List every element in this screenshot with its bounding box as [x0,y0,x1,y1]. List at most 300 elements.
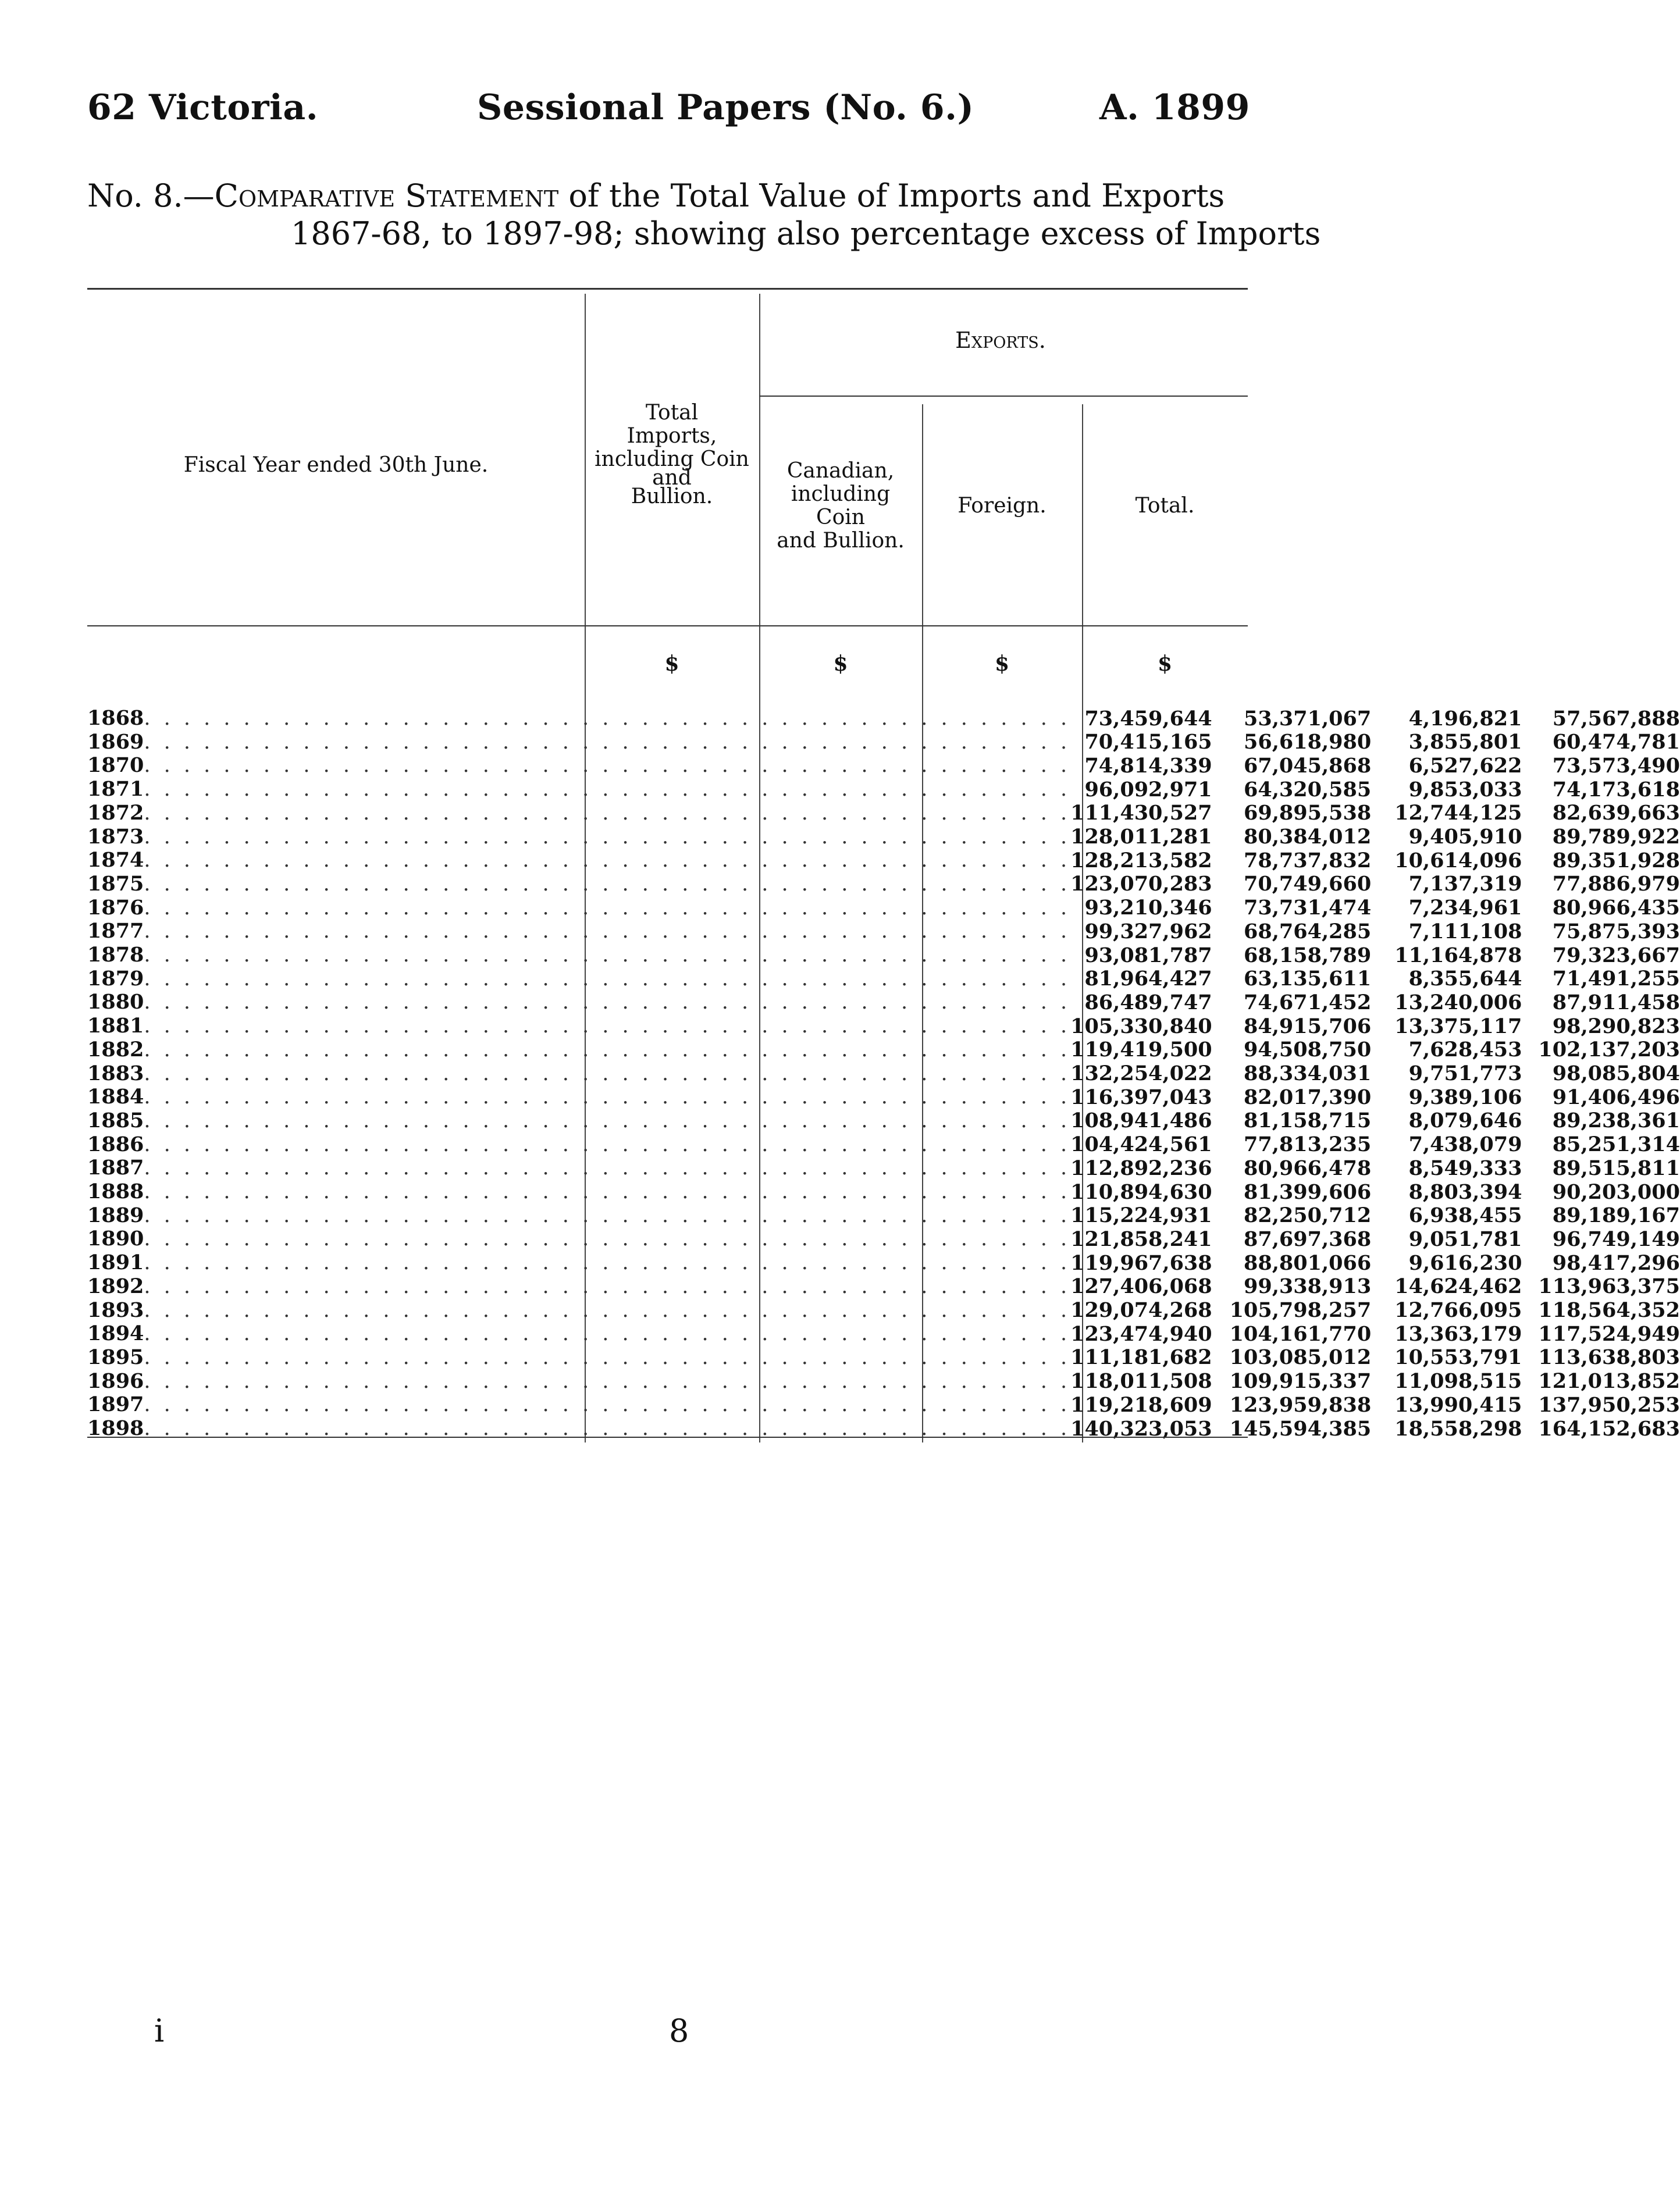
imports-cell [1070,1393,1230,1417]
table-row [87,1062,1680,1086]
foreign-exports-cell [1394,1014,1538,1038]
table-row [87,754,1680,778]
canadian-exports-cell-value: 103,085,012 [1229,1345,1372,1370]
canadian-exports-cell-value: 82,250,712 [1244,1203,1372,1228]
foreign-exports-cell-value: 7,137,319 [1408,872,1522,896]
imports-cell-value: 108,941,486 [1070,1109,1212,1133]
imports-cell [1070,872,1230,896]
total-exports-cell [1538,1085,1680,1109]
foreign-exports-cell-value: 7,111,108 [1408,919,1522,943]
table-row [87,1014,1680,1038]
leader-dots: . . . . . . . . . . . . . . . . . . . . . . . . . . . . . . . . . . . . . . . . . . . . . . . [144,991,1071,1014]
title-rest: of the Total Value of Imports and Exports [558,177,1225,214]
year-cell-value: 1894 [87,1322,144,1346]
leader-dots: . . . . . . . . . . . . . . . . . . . . . . . . . . . . . . . . . . . . . . . . . . . . . . . [144,801,1071,825]
table-row [87,1393,1680,1417]
total-exports-cell-value: 71,491,255 [1552,967,1680,991]
total-exports-cell-value: 80,966,435 [1552,896,1680,920]
foreign-exports-cell-value: 6,938,455 [1408,1203,1522,1228]
canadian-exports-cell-value: 64,320,585 [1244,777,1372,802]
year-cell [87,707,1070,731]
imports-cell-value: 123,070,283 [1070,872,1212,896]
year-cell [87,1251,1070,1275]
foreign-header: Foreign. [958,494,1047,518]
imports-cell-value: 70,415,165 [1084,730,1212,754]
total-exports-cell [1538,849,1680,872]
table-row [87,1133,1680,1157]
imports-header-line: Imports, [627,424,717,448]
imports-cell [1070,1062,1230,1086]
year-cell [87,1014,1070,1038]
imports-cell-value: 96,092,971 [1084,777,1212,802]
imports-cell [1070,1322,1230,1346]
canadian-exports-cell [1230,1275,1395,1299]
canadian-exports-cell [1230,1204,1395,1228]
canadian-exports-cell [1230,1370,1395,1394]
canadian-exports-cell-value: 105,798,257 [1229,1298,1372,1323]
foreign-exports-cell [1394,991,1538,1014]
total-exports-cell [1538,1062,1680,1086]
total-exports-cell-value: 113,638,803 [1538,1345,1680,1370]
year-cell [87,1322,1070,1346]
total-exports-cell [1538,920,1680,943]
foreign-exports-cell-value: 8,355,644 [1408,967,1522,991]
canadian-exports-cell [1230,1227,1395,1251]
imports-cell [1070,1014,1230,1038]
table-row [87,1204,1680,1228]
year-cell [87,778,1070,802]
foreign-exports-cell-value: 9,853,033 [1408,777,1522,802]
canadian-exports-cell-value: 123,959,838 [1229,1392,1372,1417]
canadian-exports-cell [1230,1038,1395,1062]
canadian-exports-cell-value: 74,671,452 [1244,990,1372,1014]
canadian-exports-cell [1230,1393,1395,1417]
currency-foreign: $ [994,651,1010,676]
foreign-exports-cell [1394,825,1538,849]
canadian-exports-cell [1230,849,1395,872]
imports-header-line: Bullion. [631,485,713,508]
year-cell [87,967,1070,991]
imports-cell-value: 81,964,427 [1084,967,1212,991]
total-exports-cell-value: 79,323,667 [1552,943,1680,967]
year-cell-value: 1896 [87,1369,144,1393]
canadian-exports-cell [1230,1085,1395,1109]
leader-dots: . . . . . . . . . . . . . . . . . . . . . . . . . . . . . . . . . . . . . . . . . . . . . . . [144,1180,1071,1204]
table-row [87,967,1680,991]
imports-cell [1070,754,1230,778]
foreign-exports-cell [1394,778,1538,802]
canadian-exports-cell [1230,920,1395,943]
year-cell-value: 1883 [87,1061,144,1085]
imports-cell [1070,1085,1230,1109]
foreign-exports-cell [1394,754,1538,778]
leader-dots: . . . . . . . . . . . . . . . . . . . . . . . . . . . . . . . . . . . . . . . . . . . . . . . [144,872,1071,896]
foreign-exports-cell-value: 9,389,106 [1408,1085,1522,1109]
year-cell-value: 1887 [87,1156,144,1180]
imports-header-line: and [652,466,692,490]
leader-dots: . . . . . . . . . . . . . . . . . . . . . . . . . . . . . . . . . . . . . . . . . . . . . . . [144,1156,1071,1180]
running-header-center: Sessional Papers (No. 6.) [477,87,974,128]
total-exports-cell-value: 113,963,375 [1538,1274,1680,1299]
foreign-exports-cell [1394,1322,1538,1346]
foreign-exports-cell-value: 4,196,821 [1408,706,1522,731]
foreign-exports-cell-value: 6,527,622 [1408,753,1522,778]
year-cell-value: 1891 [87,1251,144,1275]
leader-dots: . . . . . . . . . . . . . . . . . . . . . . . . . . . . . . . . . . . . . . . . . . . . . . . [144,1369,1071,1393]
foreign-exports-cell-value: 7,438,079 [1408,1132,1522,1157]
year-cell-value: 1888 [87,1180,144,1204]
leader-dots: . . . . . . . . . . . . . . . . . . . . . . . . . . . . . . . . . . . . . . . . . . . . . . . [144,1014,1071,1038]
canadian-exports-cell-value: 88,334,031 [1244,1062,1372,1086]
canadian-exports-cell-value: 145,594,385 [1229,1416,1372,1441]
canadian-exports-cell [1230,1133,1395,1157]
total-exports-cell [1538,1322,1680,1346]
foreign-exports-cell [1394,1204,1538,1228]
currency-total: $ [1157,651,1173,676]
foreign-exports-cell [1394,1346,1538,1370]
year-cell [87,731,1070,754]
canadian-exports-cell [1230,1251,1395,1275]
foreign-exports-cell [1394,967,1538,991]
total-exports-cell [1538,991,1680,1014]
canadian-exports-cell [1230,896,1395,920]
canadian-exports-cell [1230,1156,1395,1180]
table-row [87,731,1680,754]
leader-dots: . . . . . . . . . . . . . . . . . . . . . . . . . . . . . . . . . . . . . . . . . . . . . . . [144,1298,1071,1322]
total-exports-cell-value: 82,639,663 [1552,801,1680,825]
foreign-exports-cell-value: 3,855,801 [1408,730,1522,754]
exports-group-header: Exports. [955,327,1046,353]
foreign-exports-cell-value: 7,628,453 [1408,1038,1522,1062]
total-exports-cell [1538,1393,1680,1417]
foreign-exports-cell [1394,1156,1538,1180]
canadian-header-line: Coin [816,505,865,529]
table-row [87,849,1680,872]
year-cell-value: 1889 [87,1203,144,1227]
table-row [87,802,1680,825]
year-cell [87,991,1070,1014]
table-row [87,1275,1680,1299]
total-exports-cell [1538,1370,1680,1394]
imports-cell [1070,1109,1230,1133]
imports-cell [1070,849,1230,872]
canadian-exports-cell-value: 94,508,750 [1244,1038,1372,1062]
imports-cell [1070,778,1230,802]
canadian-exports-cell-value: 88,801,066 [1244,1251,1372,1275]
imports-cell-value: 104,424,561 [1070,1132,1212,1157]
canadian-exports-cell [1230,967,1395,991]
total-exports-cell-value: 89,189,167 [1552,1203,1680,1228]
foreign-exports-cell-value: 11,164,878 [1394,943,1522,967]
leader-dots: . . . . . . . . . . . . . . . . . . . . . . . . . . . . . . . . . . . . . . . . . . . . . . . [144,1109,1071,1132]
table-row [87,1038,1680,1062]
year-cell-value: 1875 [87,871,144,896]
canadian-exports-cell-value: 80,384,012 [1244,825,1372,849]
bottom-rule [87,1437,1248,1438]
total-exports-cell-value: 164,152,683 [1538,1416,1680,1441]
canadian-exports-cell-value: 73,731,474 [1244,896,1372,920]
imports-cell-value: 132,254,022 [1070,1062,1212,1086]
year-cell [87,1062,1070,1086]
imports-cell [1070,1251,1230,1275]
leader-dots: . . . . . . . . . . . . . . . . . . . . . . . . . . . . . . . . . . . . . . . . . . . . . . . [144,1393,1071,1417]
leader-dots: . . . . . . . . . . . . . . . . . . . . . . . . . . . . . . . . . . . . . . . . . . . . . . . [144,849,1071,872]
canadian-exports-cell-value: 84,915,706 [1244,1014,1372,1038]
foreign-exports-cell [1394,1275,1538,1299]
year-cell [87,896,1070,920]
total-exports-cell [1538,896,1680,920]
canadian-exports-cell-value: 80,966,478 [1244,1156,1372,1180]
imports-cell [1070,1133,1230,1157]
year-cell-value: 1873 [87,824,144,849]
total-exports-cell [1538,1204,1680,1228]
foreign-exports-cell-value: 7,234,961 [1408,896,1522,920]
year-cell-value: 1878 [87,943,144,967]
total-exports-cell-value: 75,875,393 [1552,919,1680,943]
table-title-line2: 1867-68, to 1897-98; showing also percentage excess of Imports [291,215,1321,252]
total-exports-cell-value: 90,203,000 [1552,1180,1680,1204]
foreign-exports-cell [1394,1227,1538,1251]
imports-cell-value: 110,894,630 [1070,1180,1212,1204]
canadian-exports-cell-value: 53,371,067 [1244,706,1372,731]
year-cell-value: 1877 [87,919,144,943]
table-row [87,1370,1680,1394]
canadian-header [759,460,922,553]
imports-cell [1070,920,1230,943]
year-cell [87,943,1070,967]
table-row [87,1346,1680,1370]
canadian-exports-cell-value: 56,618,980 [1244,730,1372,754]
imports-cell [1070,1346,1230,1370]
leader-dots: . . . . . . . . . . . . . . . . . . . . . . . . . . . . . . . . . . . . . . . . . . . . . . . [144,1203,1071,1227]
year-cell [87,754,1070,778]
total-exports-cell [1538,778,1680,802]
leader-dots: . . . . . . . . . . . . . . . . . . . . . . . . . . . . . . . . . . . . . . . . . . . . . . . [144,730,1071,754]
table-row [87,920,1680,943]
imports-cell-value: 121,858,241 [1070,1227,1212,1251]
year-cell-value: 1892 [87,1274,144,1298]
canadian-exports-cell [1230,1299,1395,1323]
foreign-exports-cell-value: 13,990,415 [1394,1392,1522,1417]
imports-cell-value: 128,213,582 [1070,848,1212,872]
canadian-exports-cell-value: 81,158,715 [1244,1109,1372,1133]
year-cell [87,1346,1070,1370]
year-cell [87,1393,1070,1417]
total-exports-cell [1538,1109,1680,1133]
imports-cell-value: 86,489,747 [1084,990,1212,1014]
imports-cell-value: 93,081,787 [1084,943,1212,967]
total-exports-cell-value: 89,515,811 [1552,1156,1680,1180]
foreign-exports-cell-value: 9,751,773 [1408,1062,1522,1086]
total-exports-cell-value: 98,085,804 [1552,1062,1680,1086]
total-exports-cell [1538,1227,1680,1251]
year-cell-value: 1885 [87,1108,144,1132]
total-exports-cell [1538,1180,1680,1204]
title-caps: Comparative Statement [214,177,559,214]
total-exports-cell-value: 91,406,496 [1552,1085,1680,1109]
canadian-exports-cell-value: 99,338,913 [1244,1274,1372,1299]
imports-cell [1070,991,1230,1014]
imports-cell-value: 128,011,281 [1070,825,1212,849]
foreign-exports-cell [1394,1251,1538,1275]
canadian-exports-cell [1230,1180,1395,1204]
canadian-header-line: Canadian, [786,459,895,483]
table-title-line1 [87,177,1225,215]
page-number: 8 [669,2013,689,2049]
leader-dots: . . . . . . . . . . . . . . . . . . . . . . . . . . . . . . . . . . . . . . . . . . . . . . . [144,943,1071,967]
leader-dots: . . . . . . . . . . . . . . . . . . . . . . . . . . . . . . . . . . . . . . . . . . . . . . . [144,920,1071,943]
imports-cell-value: 123,474,940 [1070,1322,1212,1346]
table-row [87,1109,1680,1133]
year-cell-value: 1874 [87,848,144,872]
canadian-exports-cell [1230,1417,1395,1441]
foreign-exports-cell-value: 13,363,179 [1394,1322,1522,1346]
canadian-exports-cell [1230,943,1395,967]
foreign-exports-cell [1394,1133,1538,1157]
imports-cell-value: 119,218,609 [1070,1392,1212,1417]
foreign-exports-cell-value: 8,079,646 [1408,1109,1522,1133]
table-number: No. 8.— [87,177,215,214]
foreign-exports-cell [1394,849,1538,872]
canadian-exports-cell [1230,1014,1395,1038]
leader-dots: . . . . . . . . . . . . . . . . . . . . . . . . . . . . . . . . . . . . . . . . . . . . . . . [144,1417,1071,1441]
foreign-exports-cell-value: 12,744,125 [1394,801,1522,825]
table-row [87,707,1680,731]
leader-dots: . . . . . . . . . . . . . . . . . . . . . . . . . . . . . . . . . . . . . . . . . . . . . . . [144,754,1071,778]
canadian-exports-cell [1230,802,1395,825]
year-cell-value: 1868 [87,706,144,730]
total-exports-cell [1538,754,1680,778]
header-bottom-rule [87,625,1248,626]
imports-cell [1070,1227,1230,1251]
foreign-exports-cell-value: 8,803,394 [1408,1180,1522,1204]
year-cell-value: 1884 [87,1085,144,1109]
canadian-exports-cell-value: 63,135,611 [1244,967,1372,991]
year-cell [87,849,1070,872]
foreign-exports-cell [1394,896,1538,920]
year-cell [87,1109,1070,1133]
footer-mark: i [154,2013,165,2049]
leader-dots: . . . . . . . . . . . . . . . . . . . . . . . . . . . . . . . . . . . . . . . . . . . . . . . [144,1062,1071,1085]
year-cell [87,1180,1070,1204]
imports-cell [1070,1299,1230,1323]
leader-dots: . . . . . . . . . . . . . . . . . . . . . . . . . . . . . . . . . . . . . . . . . . . . . . . [144,778,1071,802]
year-cell-value: 1879 [87,966,144,991]
table-row [87,991,1680,1014]
year-cell-value: 1881 [87,1014,144,1038]
total-exports-cell [1538,802,1680,825]
canadian-exports-cell [1230,825,1395,849]
leader-dots: . . . . . . . . . . . . . . . . . . . . . . . . . . . . . . . . . . . . . . . . . . . . . . . [144,1274,1071,1298]
currency-imports: $ [664,651,679,676]
imports-header [585,401,759,508]
year-cell [87,1085,1070,1109]
year-cell-value: 1893 [87,1298,144,1322]
foreign-exports-cell [1394,1109,1538,1133]
total-exports-cell [1538,1014,1680,1038]
imports-cell [1070,943,1230,967]
imports-cell [1070,802,1230,825]
foreign-exports-cell [1394,1062,1538,1086]
total-exports-cell [1538,1299,1680,1323]
foreign-exports-cell [1394,1370,1538,1394]
total-exports-cell [1538,1133,1680,1157]
imports-cell-value: 119,967,638 [1070,1251,1212,1275]
leader-dots: . . . . . . . . . . . . . . . . . . . . . . . . . . . . . . . . . . . . . . . . . . . . . . . [144,1038,1071,1062]
imports-cell-value: 118,011,508 [1070,1369,1212,1394]
total-exports-cell-value: 102,137,203 [1538,1038,1680,1062]
total-exports-cell-value: 73,573,490 [1552,753,1680,778]
canadian-exports-cell-value: 67,045,868 [1244,753,1372,778]
foreign-exports-cell [1394,1038,1538,1062]
currency-canadian: $ [833,651,848,676]
imports-cell [1070,707,1230,731]
total-exports-cell-value: 118,564,352 [1538,1298,1680,1323]
table-row [87,1085,1680,1109]
year-cell-value: 1898 [87,1416,144,1441]
total-exports-cell-value: 117,524,949 [1538,1322,1680,1346]
canadian-exports-cell [1230,778,1395,802]
foreign-exports-cell [1394,1393,1538,1417]
imports-cell [1070,731,1230,754]
year-cell-value: 1897 [87,1392,144,1417]
table-row [87,1227,1680,1251]
fiscal-year-header: Fiscal Year ended 30th June. [183,453,489,477]
imports-cell-value: 129,074,268 [1070,1298,1212,1323]
year-cell-value: 1872 [87,800,144,825]
foreign-exports-cell [1394,1085,1538,1109]
total-exports-cell-value: 60,474,781 [1552,730,1680,754]
table-row [87,943,1680,967]
imports-cell [1070,1370,1230,1394]
exports-rule [759,396,1248,397]
imports-cell-value: 116,397,043 [1070,1085,1212,1109]
foreign-exports-cell [1394,1180,1538,1204]
total-exports-cell [1538,1417,1680,1441]
canadian-exports-cell-value: 78,737,832 [1244,848,1372,872]
imports-cell-value: 105,330,840 [1070,1014,1212,1038]
total-exports-cell [1538,1346,1680,1370]
total-exports-cell [1538,872,1680,896]
foreign-exports-cell [1394,1417,1538,1441]
imports-cell-value: 127,406,068 [1070,1274,1212,1299]
total-exports-cell [1538,967,1680,991]
table-row [87,778,1680,802]
total-exports-cell-value: 98,290,823 [1552,1014,1680,1038]
trade-table [87,707,1680,1441]
foreign-exports-cell-value: 13,375,117 [1394,1014,1522,1038]
canadian-exports-cell-value: 81,399,606 [1244,1180,1372,1204]
imports-cell-value: 112,892,236 [1070,1156,1212,1180]
leader-dots: . . . . . . . . . . . . . . . . . . . . . . . . . . . . . . . . . . . . . . . . . . . . . . . [144,967,1071,991]
total-exports-cell-value: 87,911,458 [1552,990,1680,1014]
foreign-exports-cell [1394,802,1538,825]
canadian-header-line: and Bullion. [777,529,905,553]
imports-header-line: Total [645,401,699,425]
year-cell-value: 1871 [87,777,144,802]
total-exports-cell-value: 121,013,852 [1538,1369,1680,1394]
total-exports-cell [1538,1038,1680,1062]
year-cell-value: 1876 [87,895,144,920]
canadian-exports-cell [1230,731,1395,754]
table-row [87,896,1680,920]
foreign-exports-cell-value: 10,614,096 [1394,848,1522,872]
year-cell-value: 1870 [87,753,144,778]
imports-cell-value: 93,210,346 [1084,896,1212,920]
year-cell-value: 1890 [87,1227,144,1251]
leader-dots: . . . . . . . . . . . . . . . . . . . . . . . . . . . . . . . . . . . . . . . . . . . . . . . [144,1132,1071,1156]
total-exports-cell [1538,731,1680,754]
